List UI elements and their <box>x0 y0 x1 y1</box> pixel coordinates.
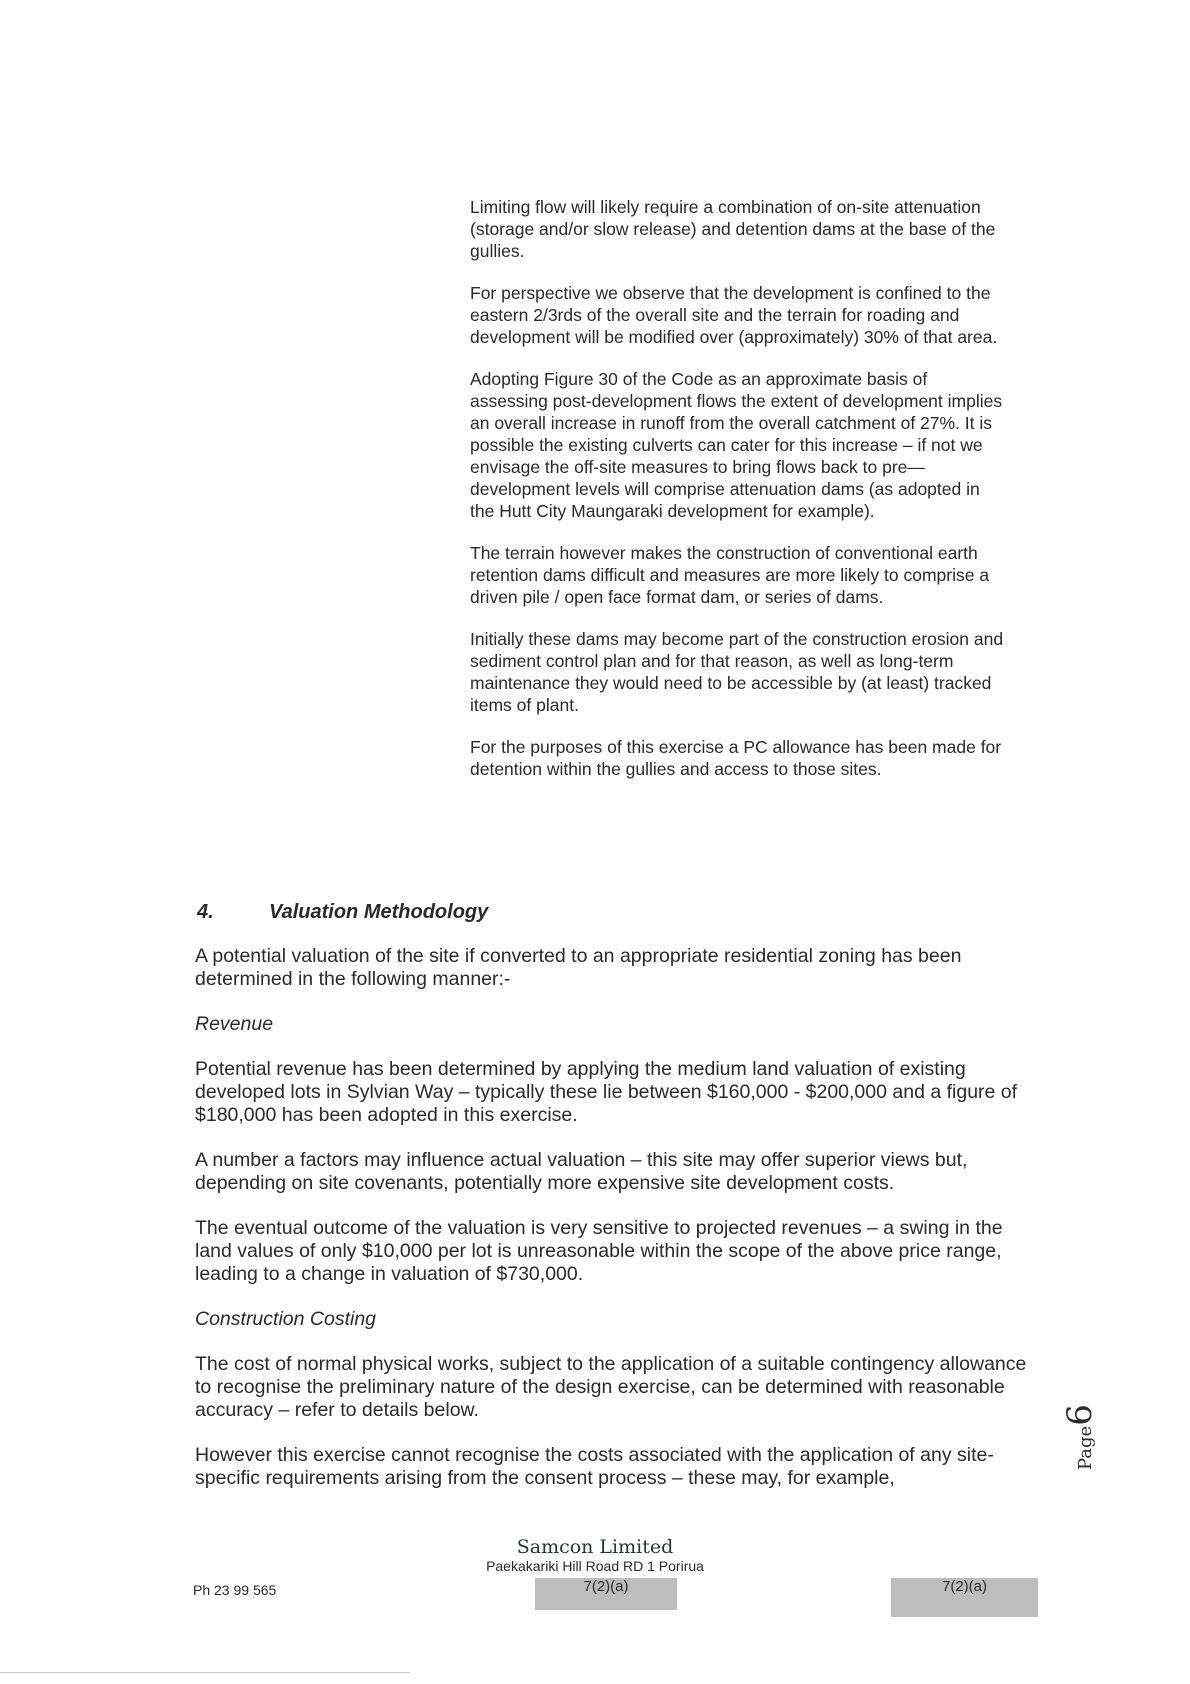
paragraph-revenue-1: Potential revenue has been determined by applying the medium land valuation of existing developed lots in Sylvian Way – typically these lie between $160,000 - $200,000 and a figure of $180,000 has been adopted in this exercise. <box>195 1058 1018 1126</box>
paragraph-costing-2: However this exercise cannot recognise the costs associated with the application of any site-specific requirements arising from the consent process – these may, for example, <box>195 1444 994 1489</box>
page-number <box>1060 1404 1100 1470</box>
paragraph-initially: Initially these dams may become part of the construction erosion and sediment control plan and for that reason, as well as long-term maintenance they would need to be accessible by (at least) tracked items of plant. <box>470 629 1004 715</box>
paragraph-revenue-3: The eventual outcome of the valuation is very sensitive to projected revenues – a swing in the land values of only $10,000 per lot is unreasonable within the scope of the above price range, leading to a change in valuation of $730,000. <box>195 1217 1003 1285</box>
section-heading <box>197 900 488 924</box>
page-label: Page <box>1075 1425 1096 1470</box>
scan-edge-line <box>0 1672 410 1673</box>
page-number-value: 6 <box>1060 1404 1100 1426</box>
footer-phone: Ph 23 99 565 <box>193 1582 277 1598</box>
right-column <box>470 196 1005 800</box>
footer-address: Paekakariki Hill Road RD 1 Porirua <box>486 1558 704 1574</box>
paragraph-limiting-flow: Limiting flow will likely require a combination of on-site attenuation (storage and/or slow release) and detention dams at the base of the gullies. <box>470 197 996 261</box>
redaction-box: 7(2)(a) <box>535 1578 677 1610</box>
section-number: 4. <box>197 901 214 923</box>
footer-company: Samcon Limited <box>516 1536 674 1558</box>
paragraph-costing-1: The cost of normal physical works, subject to the application of a suitable contingency allowance to recognise the preliminary nature of the design exercise, can be determined with reasonable accuracy – refer to details below. <box>195 1353 1027 1421</box>
paragraph-revenue-2: A number a factors may influence actual valuation – this site may offer superior views but, depending on site covenants, potentially more expensive site development costs. <box>195 1149 968 1194</box>
paragraph-pc-allowance: For the purposes of this exercise a PC allowance has been made for detention within the gullies and access to those sites. <box>470 737 1002 779</box>
main-body <box>195 945 1035 1512</box>
section-title: Valuation Methodology <box>269 901 489 923</box>
paragraph-figure-30: Adopting Figure 30 of the Code as an approximate basis of assessing post-development flows the extent of development implies an overall increase in runoff from the overall catchment of 27%. It is possible the existing culverts can cater for this increase – if not we envisage the off-site measures to bring flows back to pre—development levels will comprise attenuation dams (as adopted in the Hutt City Maungaraki development for example). <box>470 369 1003 521</box>
paragraph-perspective: For perspective we observe that the development is confined to the eastern 2/3rds of the overall site and the terrain for roading and development will be modified over (approximately) 30% of that area. <box>470 283 998 347</box>
subheading-construction-costing: Construction Costing <box>195 1308 377 1330</box>
subheading-revenue: Revenue <box>195 1013 274 1035</box>
redaction-box: 7(2)(a) <box>891 1578 1038 1617</box>
paragraph-intro: A potential valuation of the site if converted to an appropriate residential zoning has been determined in the following manner:- <box>195 945 962 990</box>
paragraph-terrain: The terrain however makes the construction of conventional earth retention dams difficult and measures are more likely to comprise a driven pile / open face format dam, or series of dams. <box>470 543 990 607</box>
